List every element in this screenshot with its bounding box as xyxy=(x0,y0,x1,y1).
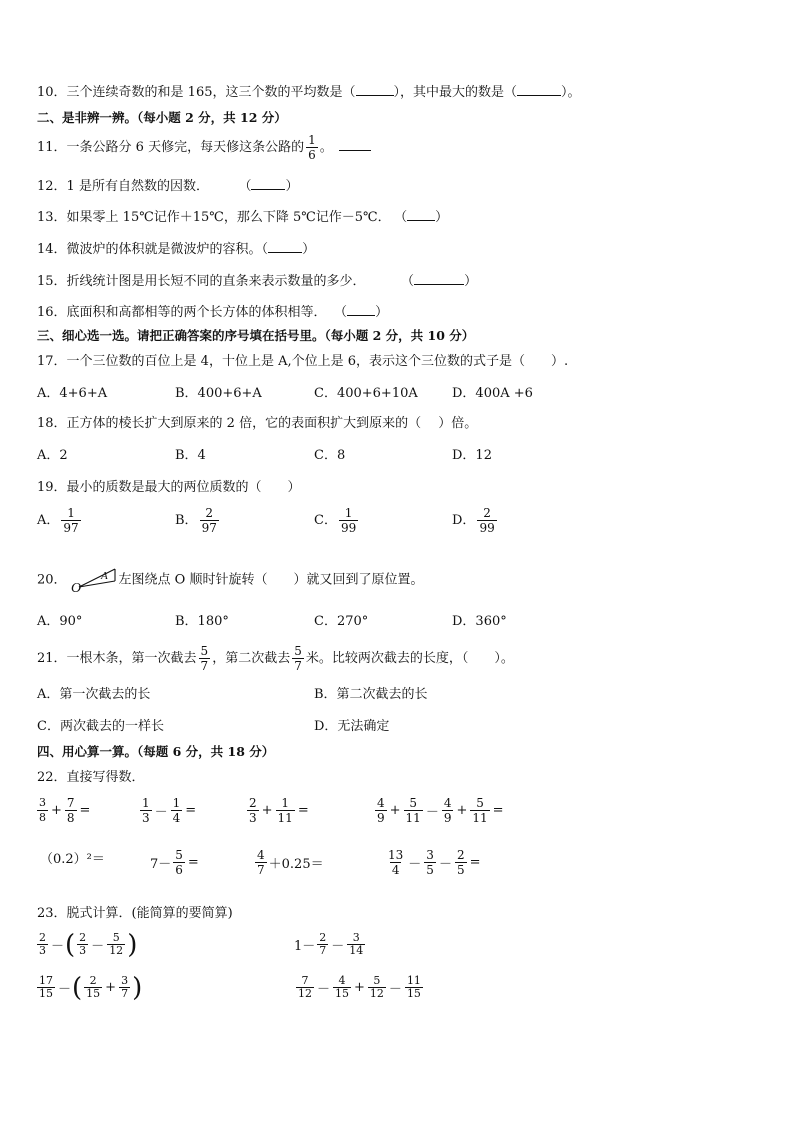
fraction: $\frac{17}{15}$ xyxy=(39,974,53,1000)
option-b[interactable] xyxy=(175,506,221,535)
expression: $\frac{17}{15}$ － ( $\frac{2}{15}$ + $\frac{3}{7}$ ) xyxy=(39,972,143,1003)
q16-text: 16．底面积和高都相等的两个长方体的体积相等． xyxy=(37,305,327,320)
q10-text: 10．三个连续奇数的和是 165，这三个数的平均数是（ xyxy=(37,85,356,100)
q14-text: 14．微波炉的体积就是微波炉的容积。 xyxy=(37,242,262,257)
expression: $\frac{1}{3}$ － $\frac{1}{4}$ = xyxy=(142,796,197,825)
denominator: 7 xyxy=(200,659,209,673)
fraction xyxy=(292,644,304,673)
question-15 xyxy=(37,272,477,290)
fraction xyxy=(339,506,358,535)
denominator: 7 xyxy=(294,659,302,673)
fraction: $\frac{3}{14}$ xyxy=(349,931,364,957)
q15-text: 15．折线统计图是用长短不同的直条来表示数量的多少． xyxy=(37,274,366,289)
expression: $\frac{2}{3}$ + $\frac{1}{11}$ = xyxy=(249,796,309,825)
fraction: $\frac{4}{9}$ xyxy=(443,796,452,825)
denominator: 99 xyxy=(479,521,495,535)
option-d[interactable]: D．无法确定 xyxy=(314,719,390,734)
option-d[interactable] xyxy=(452,506,499,535)
fraction xyxy=(61,506,80,535)
fraction: $\frac{4}{15}$ xyxy=(335,974,350,1000)
option-label: C． xyxy=(314,513,337,528)
fraction xyxy=(199,644,211,673)
option-c[interactable] xyxy=(314,506,360,535)
q20-number: 20． xyxy=(37,572,67,588)
question-14 xyxy=(37,240,315,258)
answer-blank[interactable] xyxy=(268,240,302,253)
question-17: 17．一个三位数的百位上是 4，十位上是 A,个位上是 6，表示这个三位数的式子是（ ）. xyxy=(37,354,569,369)
q11-text-end: 。 xyxy=(319,140,333,155)
paren-right: ） xyxy=(435,210,449,225)
paren-right: ） xyxy=(302,242,316,257)
question-18: 18．正方体的棱长扩大到原来的 2 倍，它的表面积扩大到原来的（ ）倍。 xyxy=(37,416,478,431)
fraction xyxy=(477,506,496,535)
option-a[interactable]: A．4+6+A xyxy=(37,386,108,401)
q11-text: 11．一条公路分 6 天修完，每天修这条公路的 xyxy=(37,140,305,155)
answer-blank[interactable] xyxy=(407,208,435,221)
fraction: $\frac{5}{6}$ xyxy=(175,848,183,877)
question-22: 22．直接写得数． xyxy=(37,770,145,785)
fraction: $\frac{2}{3}$ xyxy=(79,931,87,957)
answer-blank[interactable] xyxy=(347,303,375,316)
option-d[interactable]: D．360° xyxy=(452,614,507,629)
seven-minus: 7－ xyxy=(150,857,172,872)
answer-blank[interactable] xyxy=(356,83,394,96)
answer-blank[interactable] xyxy=(339,138,371,151)
fraction: $\frac{4}{9}$ xyxy=(377,796,385,825)
expression: $\frac{4}{9}$ + $\frac{5}{11}$ － $\frac{4}{9}$ + $\frac{5}{11}$ = xyxy=(377,796,504,825)
option-b[interactable]: B．第二次截去的长 xyxy=(314,687,428,702)
question-21 xyxy=(37,644,514,673)
section-2-heading: 二、是非辨一辨。（每小题 2 分，共 12 分） xyxy=(37,110,287,125)
option-b[interactable]: B．400+6+A xyxy=(175,386,262,401)
fraction: $\frac{2}{15}$ xyxy=(86,974,101,1000)
paren-right: ） xyxy=(285,179,299,194)
question-19: 19．最小的质数是最大的两位质数的（ ） xyxy=(37,480,301,495)
question-23: 23．脱式计算．(能简算的要简算) xyxy=(37,906,233,921)
fraction: $\frac{4}{7}$ xyxy=(257,848,265,877)
option-c[interactable]: C．两次截去的一样长 xyxy=(37,719,164,734)
one-minus: 1－ xyxy=(294,939,316,954)
denominator: 97 xyxy=(201,521,217,535)
fraction: $\frac{1}{4}$ xyxy=(172,796,181,825)
point-a-label: A xyxy=(100,570,108,582)
expression: $\frac{13}{4}$ － $\frac{3}{5}$ － $\frac{2}{5}$ = xyxy=(388,848,481,877)
denominator: 97 xyxy=(63,521,79,535)
fraction: $\frac{13}{4}$ xyxy=(388,848,404,877)
q21-text: 21．一根木条，第一次截去 xyxy=(37,651,197,666)
rotation-figure xyxy=(71,567,117,593)
paren-right: ） xyxy=(464,274,478,289)
q10-text-mid: ），其中最大的数是（ xyxy=(393,85,518,100)
plus-decimal: ＋0.25＝ xyxy=(268,857,324,872)
answer-blank[interactable] xyxy=(251,177,285,190)
paren-left: （ xyxy=(400,210,408,225)
paren-right: ） xyxy=(375,305,389,320)
option-label: D． xyxy=(452,513,476,528)
option-b[interactable]: B．180° xyxy=(175,614,229,629)
numerator: 1 xyxy=(67,506,75,520)
answer-blank[interactable] xyxy=(517,83,561,96)
numerator: 2 xyxy=(483,506,491,520)
question-13 xyxy=(37,208,448,226)
option-label: A． xyxy=(37,513,60,528)
option-a[interactable]: A．90° xyxy=(37,614,83,629)
fraction xyxy=(200,506,219,535)
paren-left: （ xyxy=(340,305,348,320)
answer-blank[interactable] xyxy=(414,272,464,285)
option-c[interactable]: C．270° xyxy=(314,614,369,629)
fraction: $\frac{5}{12}$ xyxy=(369,974,384,1000)
question-10 xyxy=(37,83,581,101)
expression: $\frac{7}{12}$ － $\frac{4}{15}$ + $\frac{5}{12}$ － $\frac{11}{15}$ xyxy=(298,974,421,1000)
option-a[interactable]: A．2 xyxy=(37,448,68,463)
option-d[interactable]: D．400A +6 xyxy=(452,386,533,401)
expression xyxy=(40,848,105,867)
numerator: 1 xyxy=(308,133,316,147)
fraction: $\frac{5}{11}$ xyxy=(405,796,421,825)
numerator: 2 xyxy=(205,506,214,520)
expression: $\frac{3}{8}$ + $\frac{7}{8}$ = xyxy=(39,796,91,825)
paren-left: （ xyxy=(244,179,252,194)
power-expression: （0.2）²＝ xyxy=(40,852,105,867)
fraction: $\frac{7}{12}$ xyxy=(298,974,312,1000)
fraction: $\frac{3}{8}$ xyxy=(39,796,46,824)
fraction: $\frac{2}{3}$ xyxy=(39,931,46,957)
fraction: $\frac{7}{8}$ xyxy=(66,796,75,825)
fraction xyxy=(306,133,318,162)
q20-text: 左图绕点 O 顺时针旋转（ ）就又回到了原位置。 xyxy=(118,572,424,588)
fraction: $\frac{2}{7}$ xyxy=(319,931,327,957)
paren-left: （ xyxy=(261,242,269,257)
denominator: 6 xyxy=(308,148,316,162)
fraction: $\frac{11}{15}$ xyxy=(406,974,421,1000)
option-a[interactable]: A．第一次截去的长 xyxy=(37,687,151,702)
option-a[interactable] xyxy=(37,506,83,535)
expression: $\frac{2}{3}$ － ( $\frac{2}{3}$ － $\frac{5}{12}$ ) xyxy=(39,929,138,960)
fraction: $\frac{1}{3}$ xyxy=(142,796,150,825)
numerator: 5 xyxy=(200,644,209,658)
q10-text-end: ）。 xyxy=(561,85,581,100)
option-b[interactable]: B．4 xyxy=(175,448,206,463)
point-o-label: O xyxy=(70,581,81,593)
q21-text-end: 米。比较两次截去的长度，（ ）。 xyxy=(305,651,514,666)
q12-text: 12．1 是所有自然数的因数． xyxy=(37,179,209,194)
expression xyxy=(253,848,324,877)
q13-text: 13．如果零上 15℃记作＋15℃，那么下降 5℃记作－5℃． xyxy=(37,210,391,225)
numerator: 1 xyxy=(344,506,353,520)
question-16 xyxy=(37,303,388,321)
question-20 xyxy=(37,567,423,593)
fraction: $\frac{2}{5}$ xyxy=(456,848,465,877)
q21-text-mid: ，第二次截去 xyxy=(212,651,291,666)
paren-left: （ xyxy=(407,274,415,289)
fraction: $\frac{2}{3}$ xyxy=(249,796,257,825)
option-c[interactable]: C．8 xyxy=(314,448,346,463)
section-4-heading: 四、用心算一算。（每题 6 分，共 18 分） xyxy=(37,744,275,759)
fraction: $\frac{5}{11}$ xyxy=(472,796,488,825)
option-c[interactable]: C．400+6+10A xyxy=(314,386,418,401)
fraction: $\frac{3}{5}$ xyxy=(426,848,434,877)
fraction: $\frac{1}{11}$ xyxy=(277,796,293,825)
section-3-heading: 三、细心选一选。请把正确答案的序号填在括号里。（每小题 2 分，共 10 分） xyxy=(37,328,475,343)
expression: 7－ $\frac{5}{6}$ = xyxy=(150,848,199,877)
fraction: $\frac{3}{7}$ xyxy=(121,974,129,1000)
numerator: 5 xyxy=(294,644,302,658)
option-label: B． xyxy=(175,513,198,528)
question-12 xyxy=(37,177,298,195)
question-11 xyxy=(37,133,371,162)
denominator: 99 xyxy=(340,521,357,535)
option-d[interactable]: D．12 xyxy=(452,448,492,463)
fraction: $\frac{5}{12}$ xyxy=(109,931,124,957)
expression: 1－ $\frac{2}{7}$ － $\frac{3}{14}$ xyxy=(294,931,364,957)
